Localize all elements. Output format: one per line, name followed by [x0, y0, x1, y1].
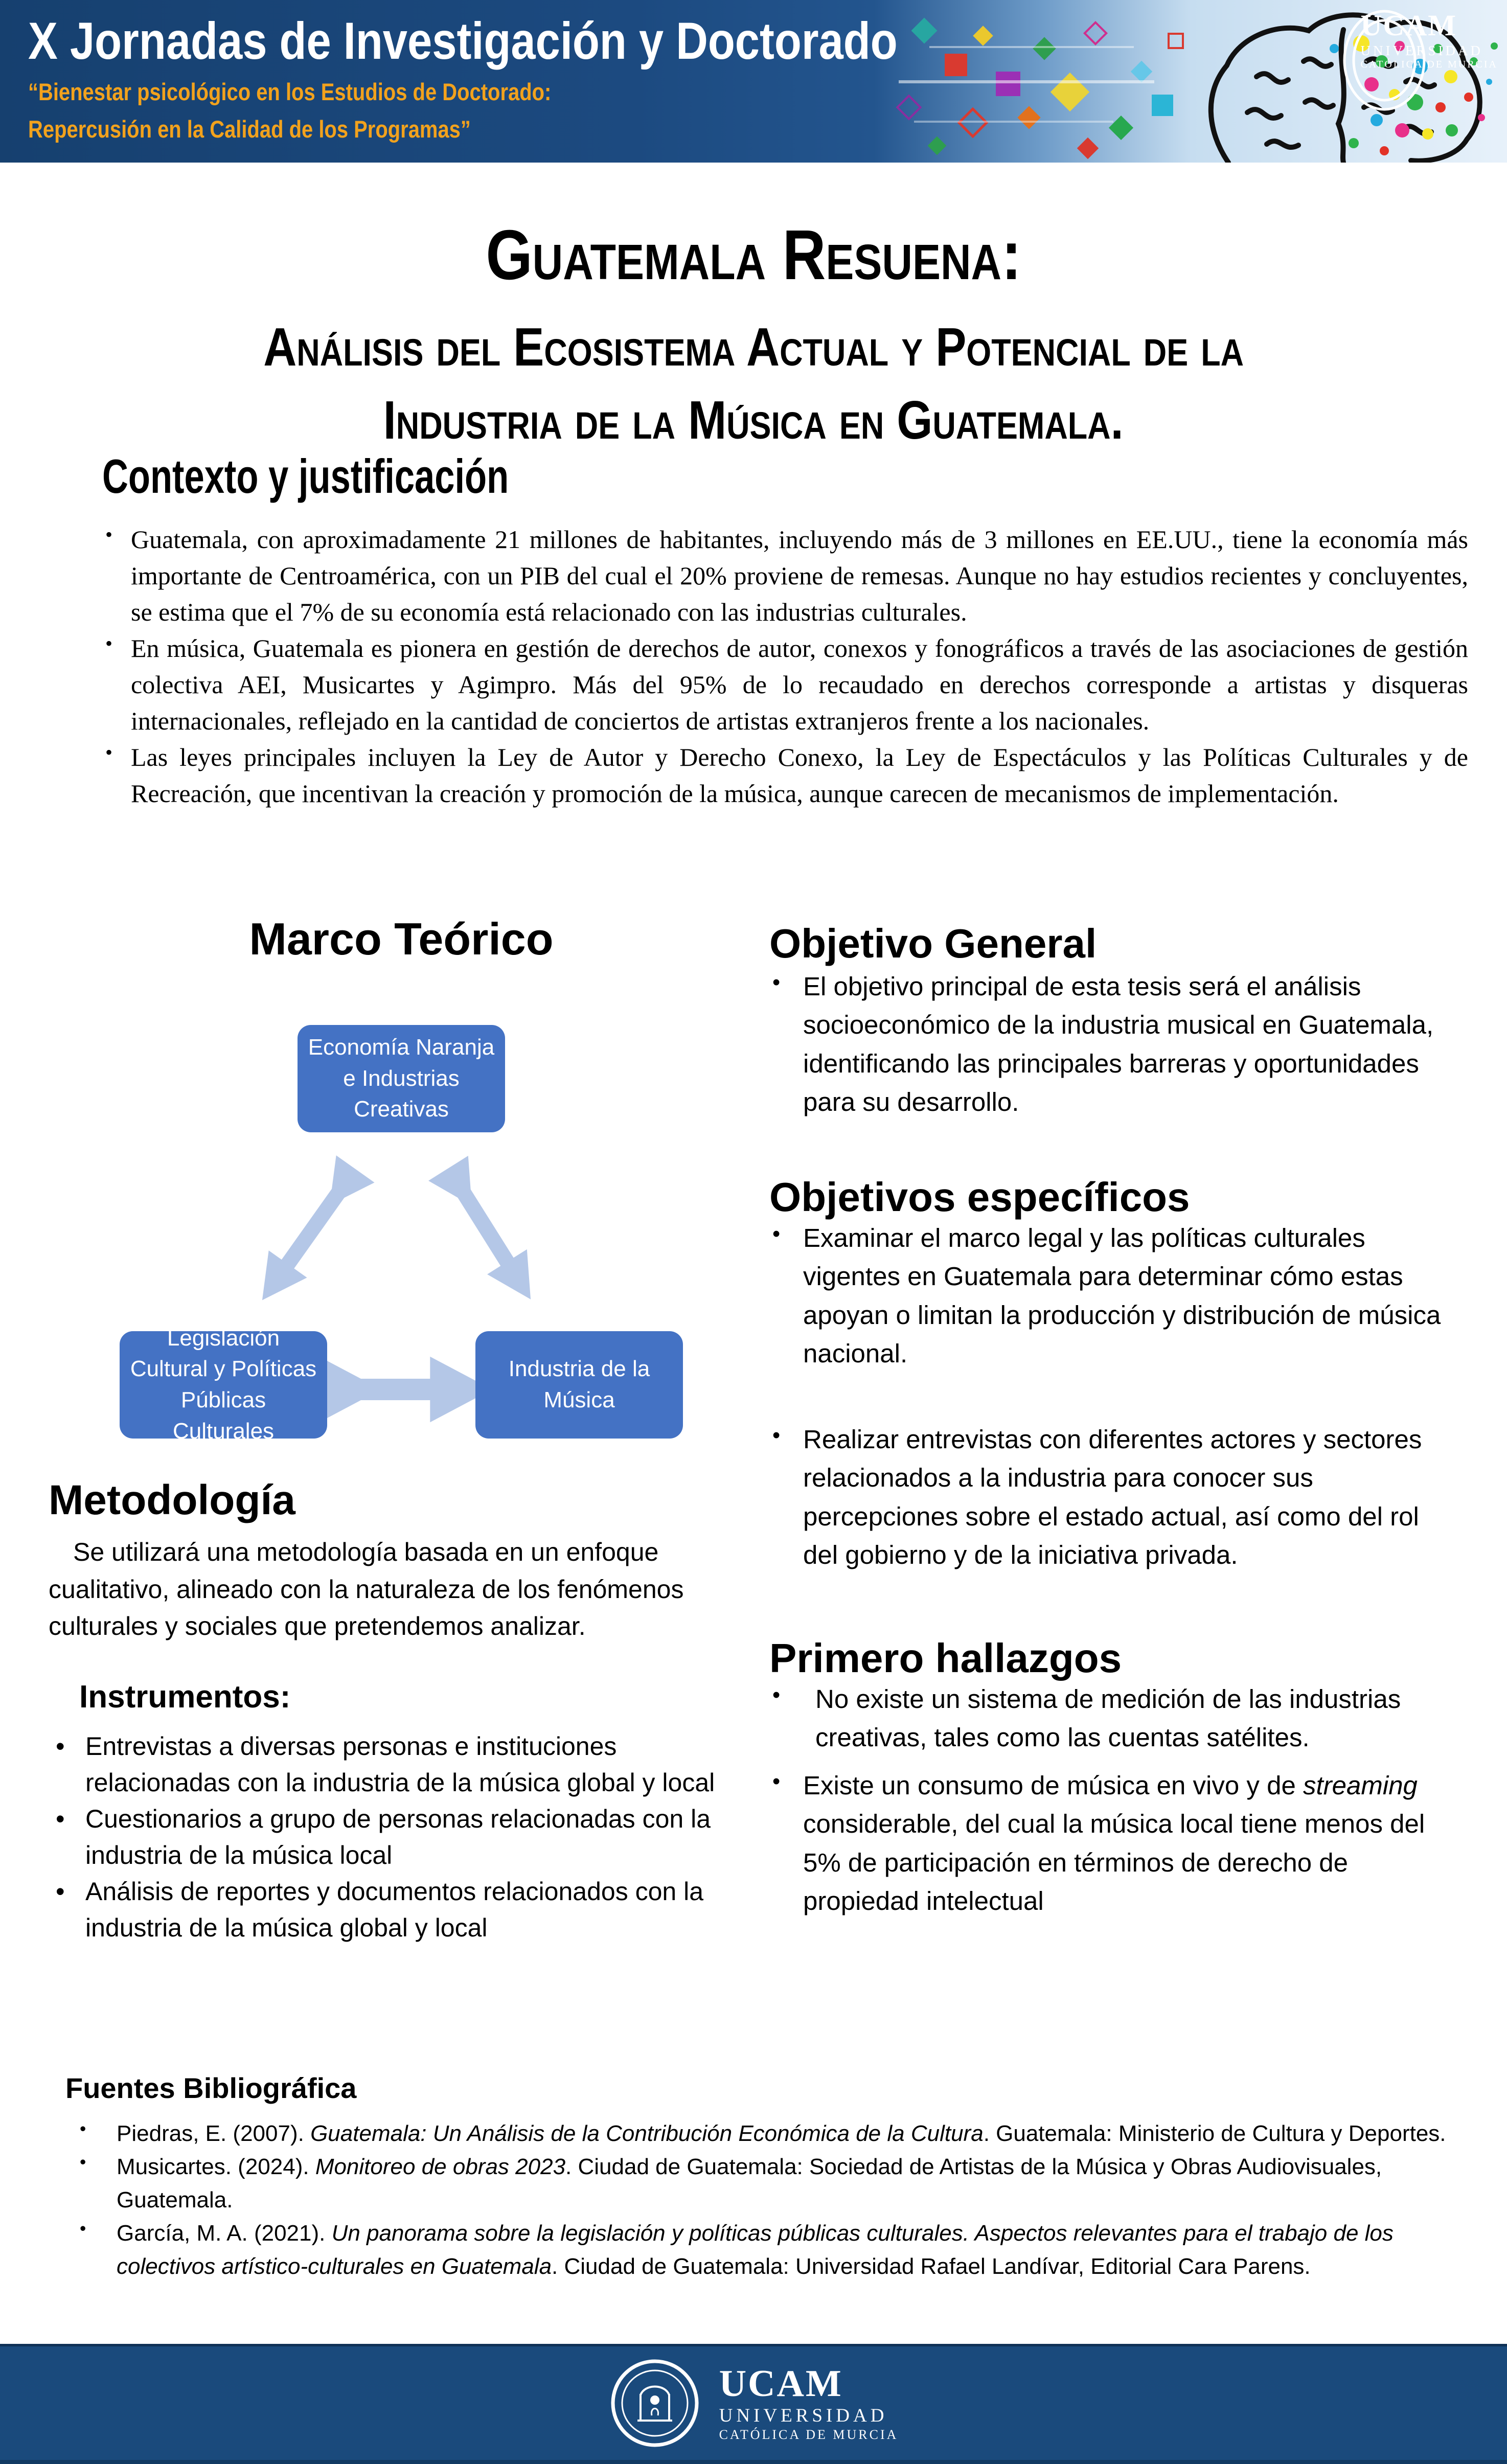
list-item: • Las leyes principales incluyen la Ley de Autor y Derecho Conexo, la Ley de Espectáculos y las Políticas Culturales y de Recreación, que incentivan la creación y promoción de la música, aunque carecen de mecanismos de implementación.: [102, 739, 1468, 812]
bullet-icon: •: [105, 741, 113, 764]
bullet-icon: •: [772, 970, 781, 995]
ucam-logo-acronym: UCAM: [719, 2362, 843, 2405]
reference-item: • Piedras, E. (2007). Guatemala: Un Análisis de la Contribución Económica de la Cultura. Guatemala: Ministerio de Cultura y Deportes.: [65, 2117, 1461, 2150]
list-item: • Examinar el marco legal y las políticas culturales vigentes en Guatemala para determinar cómo estas apoyan o limitan la producción y distribución de música nacional.: [769, 1219, 1458, 1373]
poster-title-line3: Industria de la Música en Guatemala.: [383, 390, 1124, 450]
diagram-box-economia-naranja: Economía Naranja e Industrias Creativas: [298, 1025, 505, 1132]
bullet-icon: •: [80, 2152, 86, 2173]
bullet-icon: •: [772, 1683, 781, 1707]
list-item: • Realizar entrevistas con diferentes actores y sectores relacionados a la industria para conocer sus percepciones sobre el estado actual, así como del rol del gobierno y de la iniciativa privada.: [769, 1420, 1458, 1575]
section-contexto: [102, 449, 1468, 812]
bullet-icon: •: [105, 632, 113, 655]
list-item: • Análisis de reportes y documentos relacionados con la industria de la música global y local: [49, 1874, 744, 1946]
primeros-hallazgos-heading: Primero hallazgos: [769, 1635, 1122, 1681]
section-metodologia: [49, 1476, 744, 1946]
ucam-seal-icon: [609, 2357, 701, 2449]
list-item: • En música, Guatemala es pionera en gestión de derechos de autor, conexos y fonográficos a través de las asociaciones de gestión colectiva AEI, Musicartes y Agimpro. Más del 95% de lo recaudado en derechos corresponde a artistas y disqueras internacionales, reflejado en la cantidad de conciertos de artistas extranjeros frente a los nacionales.: [102, 630, 1468, 739]
bullet-icon: •: [56, 1731, 65, 1761]
bullet-icon: •: [56, 1804, 65, 1833]
objetivos-especificos-heading: Objetivos específicos: [769, 1174, 1190, 1220]
bullet-icon: •: [80, 2119, 86, 2139]
fuentes-list: [65, 2117, 1461, 2284]
ucam-logo-line2: CATÓLICA DE MURCIA: [1360, 59, 1498, 71]
poster-title-line1: Guatemala Resuena:: [486, 216, 1021, 294]
primeros-hallazgos-list: [769, 1680, 1458, 1921]
marco-teorico-diagram: [31, 1002, 772, 1462]
header-banner: [0, 0, 1507, 163]
list-item: • Cuestionarios a grupo de personas relacionadas con la industria de la música local: [49, 1801, 744, 1874]
bullet-icon: •: [772, 1769, 781, 1794]
metodologia-paragraph: Se utilizará una metodología basada en un enfoque cualitativo, alineado con la naturaleza de los fenómenos culturales y sociales que pretendemos analizar.: [49, 1538, 684, 1640]
objetivo-general-list: [769, 967, 1458, 1122]
list-item: • El objetivo principal de esta tesis será el análisis socioeconómico de la industria musical en Guatemala, identificando las principales barreras y oportunidades para su desarrollo.: [769, 967, 1458, 1122]
double-arrow-right-icon: [460, 1187, 519, 1281]
list-item: • No existe un sistema de medición de las industrias creativas, tales como las cuentas satélites.: [769, 1680, 1458, 1757]
reference-item: • García, M. A. (2021). Un panorama sobre la legislación y políticas públicas culturales. Aspectos relevantes para el trabajo de los colectivos artístico-culturales en Guatemala. Ciudad de Guatemala: Universidad Rafael Landívar, Editorial Cara Parens.: [65, 2217, 1461, 2283]
diagram-box-legislacion: Legislación Cultural y Políticas Públicas Culturales: [120, 1331, 327, 1439]
ucam-logo-acronym: UCAM: [1360, 9, 1457, 42]
list-item: • Existe un consumo de música en vivo y de streaming considerable, del cual la música local tiene menos del 5% de participación en términos de derecho de propiedad intelectual: [769, 1766, 1458, 1921]
poster-title-line2: Análisis del Ecosistema Actual y Potencial de la: [263, 317, 1244, 378]
section-fuentes: [65, 2071, 1461, 2284]
poster-title: [0, 217, 1507, 464]
bullet-icon: •: [56, 1877, 65, 1906]
list-item: • Guatemala, con aproximadamente 21 millones de habitantes, incluyendo más de 3 millones en EE.UU., tiene la economía más importante de Centroamérica, con un PIB del cual el 20% proviene de remesas. Aunque no hay estudios recientes y concluyentes, se estima que el 7% de su economía está relacionado con las industrias culturales.: [102, 521, 1468, 630]
fuentes-heading: Fuentes Bibliográfica: [65, 2072, 357, 2104]
event-subtitle-line2: Repercusión en la Calidad de los Programas”: [28, 116, 471, 143]
event-title: X Jornadas de Investigación y Doctorado: [28, 12, 898, 70]
event-subtitle-line1: “Bienestar psicológico en los Estudios de Doctorado:: [28, 78, 552, 105]
ucam-logo-line1: UNIVERSIDAD: [1360, 42, 1483, 58]
ucam-logo: [719, 2362, 899, 2442]
ucam-logo: [1361, 10, 1498, 70]
contexto-heading: Contexto y justificación: [102, 449, 509, 503]
reference-item: • Musicartes. (2024). Monitoreo de obras 2023. Ciudad de Guatemala: Sociedad de Artistas de la Música y Obras Audiovisuales, Guatemala.: [65, 2150, 1461, 2217]
marco-teorico-heading: Marco Teórico: [249, 914, 554, 964]
diagram-box-industria-musica: Industria de la Música: [475, 1331, 683, 1439]
ucam-logo-line2: CATÓLICA DE MURCIA: [719, 2427, 899, 2442]
objetivo-general-heading: Objetivo General: [769, 921, 1097, 966]
bullet-icon: •: [80, 2219, 86, 2239]
contexto-list: [102, 521, 1468, 812]
footer-banner: [0, 2344, 1507, 2464]
bullet-icon: •: [105, 523, 113, 546]
instrumentos-list: [49, 1728, 744, 1946]
bullet-icon: •: [772, 1423, 781, 1448]
metodologia-heading: Metodología: [49, 1477, 295, 1523]
ucam-logo-line1: UNIVERSIDAD: [719, 2405, 888, 2427]
double-arrow-left-icon: [275, 1187, 342, 1282]
bullet-icon: •: [772, 1222, 781, 1246]
list-item: • Entrevistas a diversas personas e instituciones relacionadas con la industria de la música global y local: [49, 1728, 744, 1801]
instrumentos-heading: Instrumentos:: [79, 1679, 291, 1715]
objetivos-especificos-list: [769, 1219, 1458, 1575]
